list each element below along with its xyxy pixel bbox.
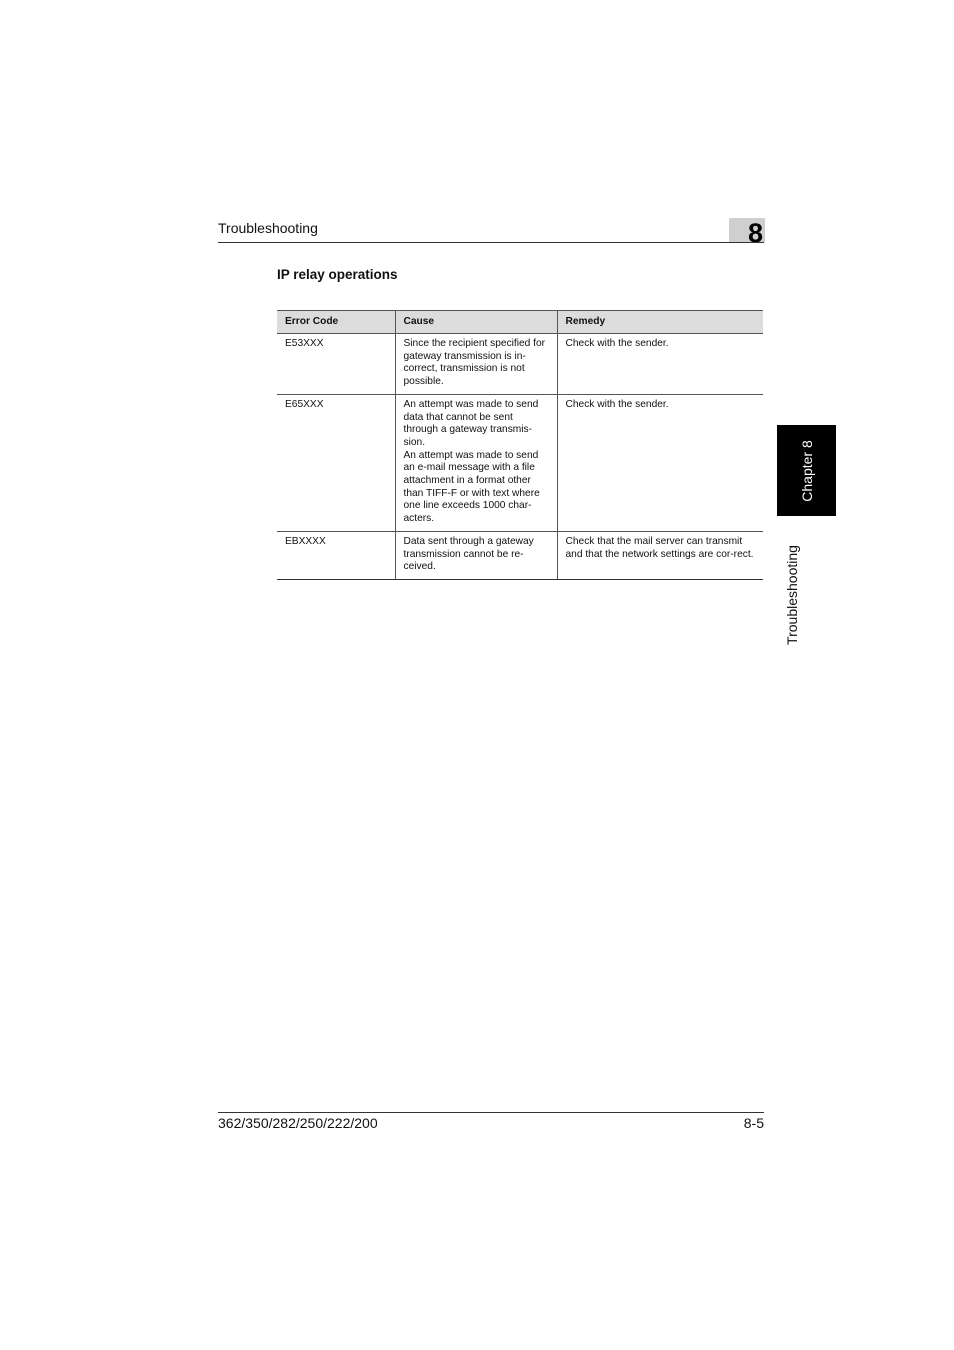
cause-cell [395,334,557,395]
remedy-cell: Check with the sender. [557,334,763,395]
table-row [277,531,763,579]
cause-text: Since the recipient specified for gateway transmission is in-correct, transmission is not possible. [403,338,546,388]
cause-text: An attempt was made to send data that cannot be sent through a gateway transmis-sion. [403,398,539,448]
chapter-side-tab-label: Chapter 8 [798,439,815,502]
column-header-error-code: Error Code [277,311,395,334]
cause-cell [395,394,557,531]
page-number: 8-5 [743,1115,764,1131]
error-code-cell: EBXXXX [277,531,395,579]
table-row [277,334,763,395]
column-header-remedy: Remedy [557,311,763,334]
header-title: Troubleshooting [218,220,318,236]
cause-text: Data sent through a gateway transmission cannot be re-ceived. [403,535,534,573]
footer-model-numbers: 362/350/282/250/222/200 [218,1115,378,1131]
chapter-side-tab [777,425,836,516]
remedy-cell: Check that the mail server can transmit and that the network settings are cor-rect. [557,531,763,579]
table-row [277,394,763,531]
chapter-number: 8 [747,218,763,248]
footer-divider [218,1112,764,1113]
remedy-cell: Check with the sender. [557,394,763,531]
cause-cell [395,531,557,579]
error-code-cell: E65XXX [277,394,395,531]
section-side-label: Troubleshooting [784,545,800,645]
error-code-table [277,310,763,580]
chapter-number-box [729,218,765,248]
cause-text: An attempt was made to send an e-mail message with a file attachment in a format other than TIFF-F or with text where one line exceeds 1000 char-acters. [403,449,540,525]
error-code-cell: E53XXX [277,334,395,395]
header-divider [218,242,764,243]
column-header-cause: Cause [395,311,557,334]
section-title: IP relay operations [277,267,398,282]
table-header-row [277,311,763,334]
